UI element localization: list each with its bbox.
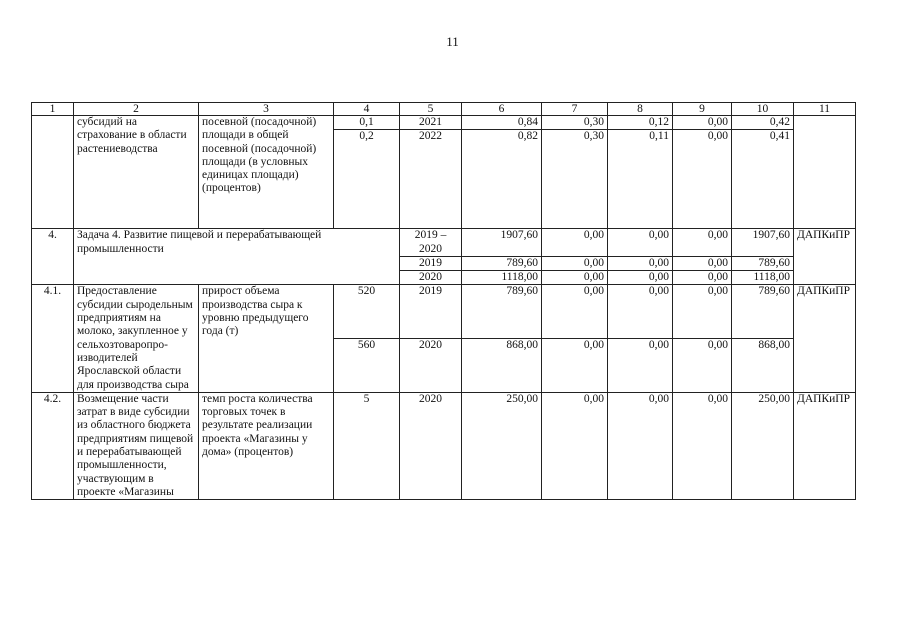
amount-cell: 1907,60 xyxy=(732,229,794,257)
table-row xyxy=(32,229,856,257)
amount-cell: 0,00 xyxy=(608,271,673,285)
amount-cell: 789,60 xyxy=(732,285,794,339)
year-cell: 2020 xyxy=(400,271,462,285)
amount-cell: 0,00 xyxy=(608,285,673,339)
page-number: 11 xyxy=(446,34,459,49)
header-cell: 9 xyxy=(673,103,732,116)
amount-cell: 0,00 xyxy=(542,229,608,257)
amount-cell: 789,60 xyxy=(462,256,542,270)
indicator-value: 0,1 xyxy=(334,116,400,130)
task-number: 4. xyxy=(32,229,74,285)
amount-cell: 1118,00 xyxy=(732,271,794,285)
amount-cell: 0,00 xyxy=(542,271,608,285)
year-cell: 2022 xyxy=(400,130,462,229)
header-cell: 4 xyxy=(334,103,400,116)
executor-cell: ДАПКиПР xyxy=(794,285,856,392)
header-cell: 10 xyxy=(732,103,794,116)
amount-cell: 0,00 xyxy=(542,285,608,339)
indicator-value: 560 xyxy=(334,339,400,393)
amount-cell: 0,11 xyxy=(608,130,673,229)
header-cell: 1 xyxy=(32,103,74,116)
amount-cell: 0,84 xyxy=(462,116,542,130)
year-cell: 2020 xyxy=(400,392,462,499)
amount-cell: 0,00 xyxy=(673,229,732,257)
num-cell xyxy=(32,116,74,229)
item-number: 4.1. xyxy=(32,285,74,392)
executor-cell: ДАПКиПР xyxy=(794,392,856,499)
year-cell: 2021 xyxy=(400,116,462,130)
amount-cell: 0,00 xyxy=(608,229,673,257)
header-cell: 5 xyxy=(400,103,462,116)
header-cell: 2 xyxy=(74,103,199,116)
indicator-cell: посевной (посадочной) площади в общей посевной (посадочной) площади (в условных единицах площади) (процентов) xyxy=(199,116,334,229)
year-cell: 2020 xyxy=(400,339,462,393)
name-cell: Возмещение части затрат в виде субсидии из областного бюджета предприятиям пищевой и перерабатывающей промышленности, участвующим в проекте «Магазины xyxy=(74,392,199,499)
amount-cell: 250,00 xyxy=(732,392,794,499)
program-table xyxy=(31,102,856,500)
indicator-value: 5 xyxy=(334,392,400,499)
amount-cell: 0,42 xyxy=(732,116,794,130)
amount-cell: 0,00 xyxy=(673,271,732,285)
amount-cell: 250,00 xyxy=(462,392,542,499)
amount-cell: 1118,00 xyxy=(462,271,542,285)
table-row xyxy=(32,116,856,130)
task-title: Задача 4. Развитие пищевой и перерабатывающей промышленности xyxy=(74,229,400,285)
amount-cell: 789,60 xyxy=(732,256,794,270)
amount-cell: 0,30 xyxy=(542,116,608,130)
amount-cell: 0,00 xyxy=(608,256,673,270)
amount-cell: 1907,60 xyxy=(462,229,542,257)
header-row xyxy=(32,103,856,116)
year-cell: 2019 xyxy=(400,256,462,270)
header-cell: 6 xyxy=(462,103,542,116)
amount-cell: 0,00 xyxy=(673,285,732,339)
indicator-value: 520 xyxy=(334,285,400,339)
executor-cell: ДАПКиПР xyxy=(794,229,856,285)
amount-cell: 0,00 xyxy=(542,392,608,499)
indicator-cell: прирост объема производства сыра к уровню предыдущего года (т) xyxy=(199,285,334,392)
amount-cell: 868,00 xyxy=(732,339,794,393)
item-number: 4.2. xyxy=(32,392,74,499)
name-cell: субсидий на страхование в области растениеводства xyxy=(74,116,199,229)
amount-cell: 0,00 xyxy=(608,339,673,393)
amount-cell: 0,00 xyxy=(673,116,732,130)
header-cell: 7 xyxy=(542,103,608,116)
amount-cell: 0,00 xyxy=(608,392,673,499)
header-cell: 3 xyxy=(199,103,334,116)
header-cell: 8 xyxy=(608,103,673,116)
year-cell: 2019 xyxy=(400,285,462,339)
executor-cell xyxy=(794,116,856,229)
amount-cell: 0,00 xyxy=(673,392,732,499)
amount-cell: 868,00 xyxy=(462,339,542,393)
indicator-cell: темп роста количества торговых точек в результате реализации проекта «Магазины у дома» (процентов) xyxy=(199,392,334,499)
amount-cell: 789,60 xyxy=(462,285,542,339)
amount-cell: 0,12 xyxy=(608,116,673,130)
header-cell: 11 xyxy=(794,103,856,116)
amount-cell: 0,00 xyxy=(542,339,608,393)
amount-cell: 0,00 xyxy=(542,256,608,270)
table-row xyxy=(32,285,856,339)
amount-cell: 0,00 xyxy=(673,130,732,229)
amount-cell: 0,41 xyxy=(732,130,794,229)
amount-cell: 0,00 xyxy=(673,256,732,270)
amount-cell: 0,00 xyxy=(673,339,732,393)
amount-cell: 0,30 xyxy=(542,130,608,229)
name-cell: Предоставление субсидии сыродельным предприятиям на молоко, закупленное у сельхозтоваропро-изводителей Ярославской области для производства сыра xyxy=(74,285,199,392)
table-row xyxy=(32,392,856,499)
indicator-value: 0,2 xyxy=(334,130,400,229)
year-cell: 2019 – 2020 xyxy=(400,229,462,257)
amount-cell: 0,82 xyxy=(462,130,542,229)
